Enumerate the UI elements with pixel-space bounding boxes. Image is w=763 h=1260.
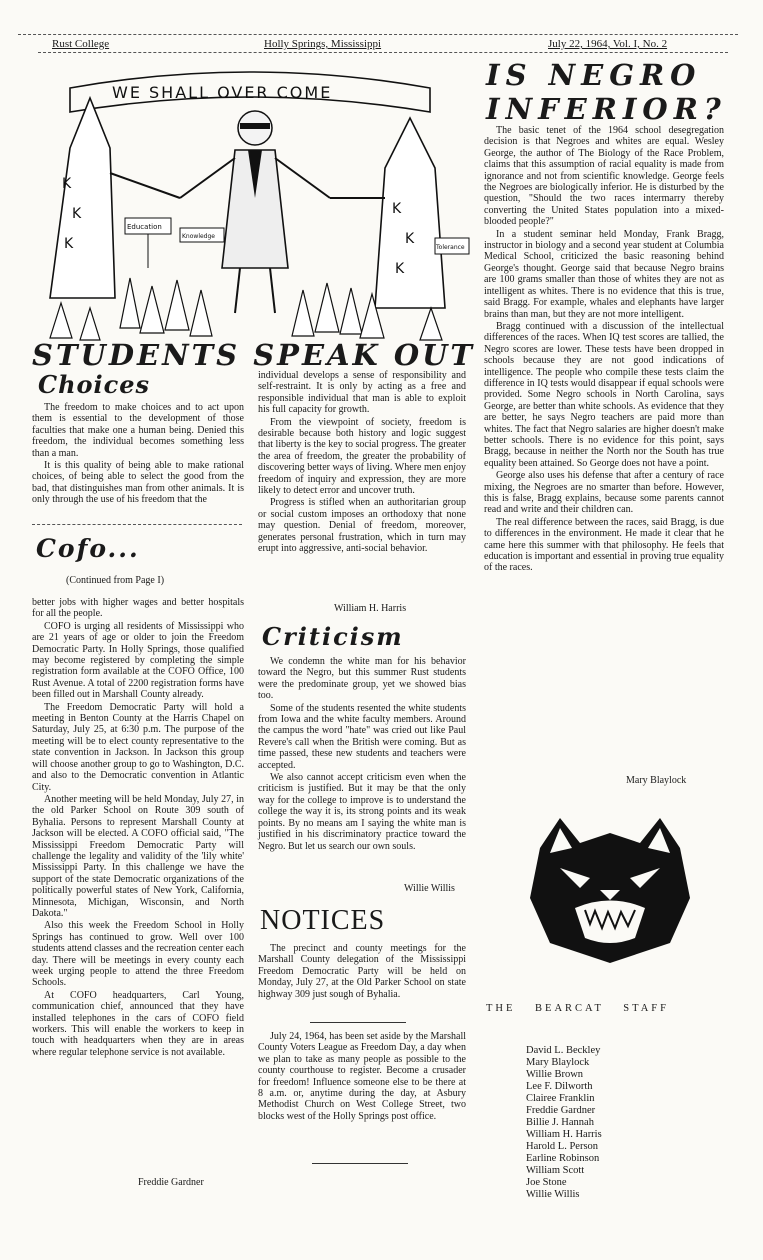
cofo-paragraph: At COFO headquarters, Carl Young, communication chief, announced that they have installed telephones in the cars of COFO field workers. This will enable the workers to keep in touch with headquarters when they are in areas where regular telephone service is not available. <box>32 989 244 1058</box>
cofo-body <box>32 597 244 1059</box>
svg-text:K: K <box>405 231 415 247</box>
choices-paragraph: The freedom to make choices and to act upon them is essential to the development of those faculties that make one a human being. Denied this freedom, the individual becomes something less than a man. <box>32 402 244 459</box>
negro-inferior-paragraph: Bragg continued with a discussion of the intellectual differences of the races. When IQ test scores are tallied, the Negro scores are lower. These tests have been dropped in schools because they are not good indications of intelligence. The people who compile these tests claim the difference in IQ tests would disappear if equal schools were provided. Some Negro schools in North Carolina, says George, are better than white schools. As evidence that they are better, he says Negro teachers are paid more than whites. The fact that Negro salaries are higher doesn't make better schools. There is no evidence for this point, says Bragg, because in neither the North nor the South has true equality been attained. So George does not have a point. <box>484 320 724 469</box>
choices-paragraph: Progress is stifled when an authoritarian group or social custom imposes an orthodoxy that none may question. Denial of freedom, moreover, generates personal frustration, which in turn may erupt into aggressive, anti-social behavior. <box>258 497 466 555</box>
notice-paragraph: The precinct and county meetings for the Marshall County delegation of the Mississippi Freedom Democratic Party will be held on Monday, July 27, at the Old Parker School on state highway 309 just sough of Byhalia. <box>258 943 466 1000</box>
choices-body <box>32 402 244 507</box>
staff-member: Billie J. Hannah <box>526 1117 594 1128</box>
choices-byline: William H. Harris <box>334 603 407 614</box>
choices-heading: Choices <box>38 370 151 399</box>
notices-body-2 <box>258 1031 466 1123</box>
criticism-body <box>258 656 466 853</box>
choices-divider <box>32 524 242 525</box>
masthead-location: Holly Springs, Mississippi <box>264 38 382 50</box>
cofo-heading: Cofo... <box>36 534 140 563</box>
notices-heading: NOTICES <box>260 905 386 936</box>
bearcat-staff-heading: THE BEARCAT STAFF <box>486 1003 669 1014</box>
negro-inferior-paragraph: In a student seminar held Monday, Frank Bragg, instructor in biology and a second year student at Columbia Medical School, criticized the basic reasoning behind George's thought. George said that because Negro brains are 100 grams smaller than those of whites they are not as intelligent as whites. There is no evidence that this is true, said Bragg. For example, whales and elephants have larger brains than man, but they are not more intelligent. <box>484 228 724 320</box>
cartoon-left-robe <box>50 98 115 298</box>
negro-inferior-heading-1: IS NEGRO <box>486 58 702 92</box>
criticism-heading: Criticism <box>262 622 404 651</box>
staff-member: Earline Robinson <box>526 1153 600 1164</box>
staff-member: Freddie Gardner <box>526 1105 596 1116</box>
choices-continued-body <box>258 370 466 556</box>
cofo-paragraph: The Freedom Democratic Party will hold a meeting in Benton County at the Harris Chapel on Saturday, July 25, at 6:30 p.m. The purpose of the meeting will be to elect county representative to the state convention in Jackson. In Jackson this group will choose another group to go to Washington, D.C. and also to the Democratic convention in Atlantic City. <box>32 701 244 793</box>
notices-divider <box>310 1022 406 1023</box>
masthead-date: July 22, 1964, Vol. I, No. 2 <box>548 38 668 50</box>
svg-text:Tolerance: Tolerance <box>436 244 465 251</box>
svg-text:Education: Education <box>127 223 162 231</box>
notices-body-1 <box>258 943 466 1001</box>
svg-text:K: K <box>395 261 405 277</box>
svg-text:K: K <box>392 201 402 217</box>
staff-member: Willie Willis <box>526 1189 580 1200</box>
cartoon-sign-right <box>435 238 469 254</box>
cofo-paragraph: Another meeting will be held Monday, July 27, in the old Parker School on Route 309 south of Byhalia. Persons to represent Marshall County at Jackson will be elected. A COFO official said, "The Mississippi Freedom Democratic Party will challenge the legality and validity of the 'lily white' Mississippi Party. In this challenge we have the support of the state Democratic organizations of the politically powerful states of New York, California, Minnesota, Michigan, Wisconsin, and North Dakota." <box>32 793 244 919</box>
negro-inferior-paragraph: The basic tenet of the 1964 school desegregation decision is that Negroes and whites are equal. Wesley George, the author of The Biology of the Race Problem, claims that this assumption of racial equality is made from ignorance and not from scientific knowledge. George feels the Negroes are biologically inferior. He is disturbed by the question, "Should the two races intermarry thereby converting the United States population into a mixed-blooded people?" <box>484 125 724 228</box>
students-speak-out-headline: STUDENTS SPEAK OUT <box>32 338 475 372</box>
cartoon-sign-left <box>125 218 171 268</box>
cartoon-banner-text: WE SHALL OVER COME <box>112 83 333 102</box>
svg-text:K: K <box>72 206 82 222</box>
cofo-byline: Freddie Gardner <box>138 1177 204 1188</box>
staff-member: William H. Harris <box>526 1129 602 1140</box>
cofo-continued-note: (Continued from Page I) <box>66 575 165 586</box>
criticism-paragraph: We condemn the white man for his behavior toward the Negro, but this summer Rust students were the predominate group, yet we showed bias too. <box>258 656 466 702</box>
staff-member: Harold L. Person <box>526 1141 599 1152</box>
choices-paragraph: It is this quality of being able to make rational choices, of being able to select the good from the bad, that distinguishes man from other animals. It is only through the use of his freedom that the <box>32 460 244 506</box>
criticism-paragraph: We also cannot accept criticism even when the criticism is justified. But it may be that the only way for the college to improve is to understand the college the way it is, its strong points and its weak points. By no means am I saying the white man is justified in his discriminatory practice toward the Negro. But let us search our own souls. <box>258 772 466 852</box>
svg-text:K: K <box>64 236 74 252</box>
cartoon-sign-crowd <box>180 228 224 242</box>
notices-end-rule <box>312 1163 408 1164</box>
staff-list <box>526 1045 602 1201</box>
kkk-cartoon <box>30 58 470 348</box>
criticism-byline: Willie Willis <box>404 883 455 894</box>
staff-member: Mary Blaylock <box>526 1057 590 1068</box>
negro-inferior-paragraph: George also uses his defense that after a century of race mixing, the Negroes are no smarter than before. However, this is false, Bragg explains, because some parents cannot read and write and their children can. <box>484 470 724 516</box>
cofo-paragraph: Also this week the Freedom School in Holly Springs has continued to grow. Well over 100 students attend classes and the recreation center each day. There will be meetings in every county each week urging people to attend the three Freedom Schools. <box>32 920 244 989</box>
staff-member: Clairee Franklin <box>526 1093 595 1104</box>
criticism-paragraph: Some of the students resented the white students from Iowa and the white faculty members. Around the campus the word "hate" was cried out like Paul Revere's call when the British were coming. But as time passed, these new students and teachers were accepted. <box>258 702 466 771</box>
negro-inferior-paragraph: The real difference between the races, said Bragg, is due to differences in the environment. He made it clear that he came here this summer with that philosophy. He feels that education is important and essential in proving true equality of the races. <box>484 516 724 574</box>
svg-text:Knowledge: Knowledge <box>182 233 215 240</box>
cofo-paragraph: better jobs with higher wages and better hospitals for all the people. <box>32 597 244 620</box>
choices-paragraph: individual develops a sense of responsibility and self-restraint. It is only by acting as a free and responsible individual that man is able to exploit his full capacity for growth. <box>258 370 466 416</box>
staff-member: William Scott <box>526 1165 585 1176</box>
cartoon-right-robe <box>375 118 445 308</box>
staff-member: David L. Beckley <box>526 1045 601 1056</box>
svg-text:K: K <box>62 176 72 192</box>
notice-paragraph: July 24, 1964, has been set aside by the Marshall County Voters League as Freedom Day, a day when we plan to take as many people as possible to the county courthouse to register. Become a crusader for freedom! Influence someone else to be there at 8 a.m. or, anytime during the day, at Asbury Methodist Church on West College Street, two blocks west of the Holly Springs post office. <box>258 1031 466 1122</box>
staff-member: Joe Stone <box>526 1177 567 1188</box>
top-rule <box>18 34 738 35</box>
choices-paragraph: From the viewpoint of society, freedom is desirable because both history and logic suggest that liberty is the key to social progress. The greater the area of freedom, the greater the probability of discovering better ways of living. Where men enjoy freedom of inquiry and expression, they are more likely to detect error and uncover truth. <box>258 416 466 497</box>
negro-inferior-byline: Mary Blaylock <box>626 775 687 786</box>
negro-inferior-heading-2: INFERIOR? <box>486 92 727 126</box>
header-rule <box>38 52 728 53</box>
cofo-paragraph: COFO is urging all residents of Mississippi who are 21 years of age or older to join the Freedom Democratic Party. In Holly Springs, those qualified may become registered by completing the simple registration form available at the COFO Office, 100 Rust Avenue. A total of 2200 registration forms have been filled out in Marshall County already. <box>32 620 244 701</box>
negro-inferior-body <box>484 125 724 575</box>
masthead-school: Rust College <box>52 38 110 50</box>
bearcat-mascot-image <box>520 808 700 968</box>
staff-member: Lee F. Dilworth <box>526 1081 593 1092</box>
staff-member: Willie Brown <box>526 1069 584 1080</box>
